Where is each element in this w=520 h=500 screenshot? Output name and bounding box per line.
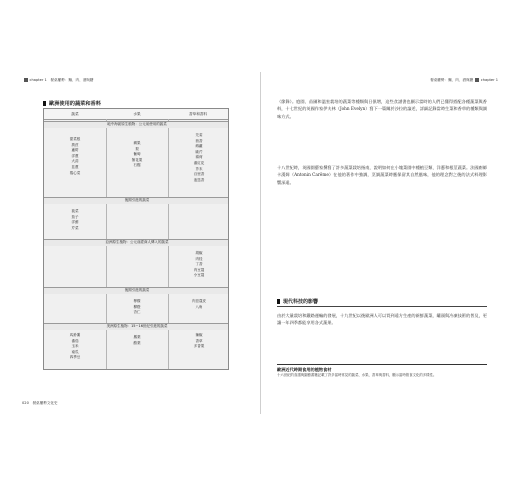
- section-label: 美洲原生植物：15~16世紀引進的蔬菜: [106, 323, 168, 328]
- herb-list: 芫荽 茴香 蒔蘿 歐芹 薄荷 番紅花 芥末 百里香 迷迭香: [193, 133, 205, 182]
- body-paragraph: 十八世紀時，英國園藝家撰寫了許多蔬菜栽培指南，說明如何在小塊菜園中種植豆類、洋蔥和根莖蔬菜。法國廚師卡漢姆（Antonin Carême）在他的著作中強調，烹調蔬菜時應保留其自然風味，他的理念對之後的法式料理影響深遠。: [277, 165, 487, 185]
- sidebar-box: [277, 364, 487, 413]
- left-page: [12, 72, 261, 414]
- vegetable-list: 甜菜根 萵苣 蘆筍 洋蔥 大蒜 韭蔥 捲心菜: [69, 137, 81, 175]
- sidebar-title: 歐洲近代時期食用的植物食材: [277, 367, 332, 372]
- fruit-list: 鳳梨 酪梨: [133, 335, 141, 345]
- right-running-header: [430, 78, 498, 83]
- right-page: [261, 72, 508, 414]
- section-label: 後期引進的蔬菜: [124, 197, 150, 202]
- left-footer: 020 餐桌權勢文化史: [22, 401, 58, 405]
- section-label: 地中海區原生植物：公元前使用的蔬菜: [107, 121, 167, 126]
- sidebar-text: 十六世紀的食譜與園藝書籍記載了許多當時常見的蔬菜、水果、香草與香料，顯示當時飲食文化的多樣性。: [277, 373, 437, 377]
- herb-list: 肉荳蔻皮 八角: [192, 299, 206, 309]
- section-label: 亞洲原生植物：公元前經商人傳入的蔬菜: [105, 239, 169, 244]
- header-divider: [44, 119, 228, 120]
- left-header-text: chapter 1 餐桌權勢：麵、肉、酒與糖: [29, 78, 94, 82]
- chapter-tag: chapter 1: [480, 78, 498, 82]
- left-running-header: [22, 78, 93, 83]
- section-heading: 現代科技的影響: [277, 298, 487, 307]
- column-header-vegetables: 蔬菜: [44, 109, 107, 119]
- vegetable-list: 馬鈴薯 番茄 玉米 南瓜 四季豆: [69, 333, 81, 360]
- vegetable-spice-table: [43, 108, 229, 370]
- body-paragraph: 由於大量栽培和鐵路運輸的發展，十九世紀以後歐洲人可以買到遠方生產的新鮮蔬菜，罐頭與冷凍技術的普及，更讓一年四季都能享用各式蔬果。: [277, 313, 487, 326]
- fruit-list: 蘋果 梨 葡萄 無花果 石榴: [131, 141, 143, 168]
- book-spread: [12, 72, 508, 414]
- section-label: 後期引進的蔬菜: [124, 287, 150, 292]
- column-header-herbs-spices: 香草和香料: [168, 109, 228, 119]
- right-header-text: 餐桌權勢：麵、肉、酒與糖: [430, 78, 474, 82]
- header-marker-icon: [24, 78, 28, 82]
- herb-list: 胡椒 肉桂 丁香 肉豆蔻 小豆蔻: [193, 251, 205, 278]
- vegetable-list: 菠菜 茄子 洋薊 芹菜: [71, 209, 79, 230]
- body-paragraph: （節錄）。庭園、苗圃和溫室栽培的蔬菜等種類與日俱增，這些食譜書也顯示當時的人們已懂得搭配各種蔬菜與香料，十七世紀的英國作家伊夫林（John Evelyn）寫下一篇關於沙拉的論述，詳細記錄當時生菜和香草的種類與調味方式。: [277, 99, 487, 119]
- table-title: 歐洲使用的蔬菜和香料: [43, 100, 101, 107]
- header-marker-icon: [475, 78, 479, 82]
- fruit-list: 檸檬 柳橙 杏仁: [133, 299, 141, 315]
- column-header-fruits: 水果: [106, 109, 169, 119]
- herb-list: 辣椒 香草 多香果: [193, 333, 205, 349]
